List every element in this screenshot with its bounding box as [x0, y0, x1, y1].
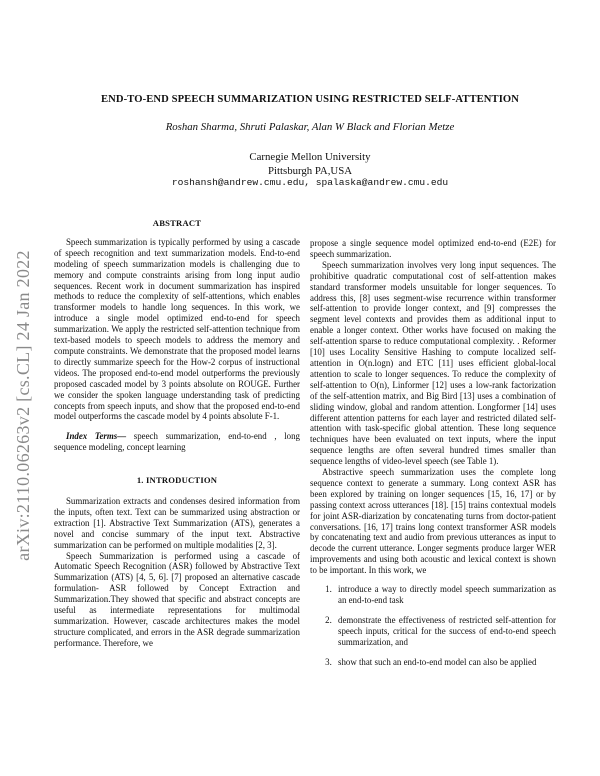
- intro-paragraph-1: Summarization extracts and condenses desired information from the inputs, often text. Text can be summarized using abstraction or extraction [1]. Abstractive Text Summarization (ATS), generates a novel and concise summary of the input text. Abstractive summarization can be performed on multiple modalities [2, 3].: [54, 496, 300, 550]
- arxiv-identifier-stamp: [10, 170, 36, 640]
- left-column: [54, 218, 300, 649]
- introduction-heading: 1. INTRODUCTION: [136, 475, 218, 486]
- author-emails: roshansh@andrew.cmu.edu, spalaska@andrew.cmu.edu: [171, 177, 449, 188]
- abstract-heading: ABSTRACT: [152, 218, 202, 228]
- index-terms: [54, 431, 300, 453]
- location: Pittsburgh PA,USA: [267, 165, 352, 177]
- affiliation-block: [60, 150, 560, 178]
- list-item: 2. demonstrate the effectiveness of restricted self-attention for speech inputs, critical for the success of end-to-end speech summarization, and: [334, 615, 556, 648]
- list-item: 3. show that such an end-to-end model can also be applied: [334, 657, 556, 668]
- abstract-text: Speech summarization is typically performed by using a cascade of speech recognition and text summarization models. End-to-end modeling of speech summarization models is challenging due to memory and compute constraints arising from long input audio sequences. Recent work in document summarization has inspired methods to reduce the complexity of self-attentions, which enables transformer models to handle long sequences. In this work, we introduce a single model optimized end-to-end for speech summarization. We apply the restricted self-attention technique from text-based models to speech models to address the memory and compute constraints. We demonstrate that the proposed model learns to directly summarize speech for the How-2 corpus of instructional videos. The proposed end-to-end model outperforms the previously proposed cascaded model by 3 points absolute on ROUGE. Further we consider the spoken language understanding task of predicting concepts from speech inputs, and show that the proposed end-to-end model outperforms the cascade model by 4 points absolute F-1.: [54, 236, 300, 422]
- index-terms-text: speech summarization, end-to-end , long sequence modeling, concept learning: [54, 431, 300, 453]
- paper-title: END-TO-END SPEECH SUMMARIZATION USING RESTRICTED SELF-ATTENTION: [100, 94, 520, 105]
- arxiv-identifier-text: arXiv:2110.06263v2 [cs.CL] 24 Jan 2022: [12, 249, 33, 561]
- right-column: [310, 238, 556, 677]
- intro-paragraph-3: Speech summarization involves very long input sequences. The prohibitive quadratic computational cost of self-attention makes standard transformer models unsuitable for longer sequences. To address this, [8] uses segment-wise recurrence within transformer self-attention to provide longer context, and [9] compresses the segment level contexts and provides them as additional input to enable a longer context. Other works have focused on making the self-attention sparse to reduce computational complexity. . Reformer [10] uses Locality Sensitive Hashing to compute localized self-attention in O(n.logn) and ETC [11] uses efficient global-local attention to scale to longer sequences. To reduce the complexity of self-attention to O(n), Linformer [12] uses a low-rank factorization of the self-attention matrix, and Big Bird [13] uses a combination of sliding window, global and random attention. Longformer [14] uses different attention patterns for each layer and restricted dilated self-attention with task-specific global attention. These long sequence techniques have been evaluated on text inputs, where the input sequence lengths are often several hundred times smaller than sequence lengths of video-level speech (see Table 1).: [310, 259, 556, 467]
- institution: Carnegie Mellon University: [249, 151, 371, 163]
- intro-paragraph-4: Abstractive speech summarization uses the complete long sequence context to generate a summary. Long context ASR has been explored by training on longer sequences [15, 16, 17] or by passing context across utterances [18]. [15] trains contextual models for joint ASR-diarization by concatenating turns from doctor-patient conversations. [16, 17] trains long context transformer ASR models by concatenating text and audio from previous utterances as input to decode the current utterance. Longer segments produce larger WER improvements and using both acoustic and lexical context is shown to be important. In this work, we: [310, 467, 556, 576]
- intro-paragraph-2: Speech Summarization is performed using a cascade of Automatic Speech Recognition (ASR) followed by Abstractive Text Summarization (ATS) [4, 5, 6]. [7] proposed an alternative cascade formulation- ASR followed by Concept Extraction and Summarization.They showed that specific and abstract concepts are useful as intermediate representations for multimodal summarization. However, cascade architectures makes the model structure complicated, and errors in the ASR degrade summarization performance. Therefore, we: [54, 550, 300, 648]
- contribution-list: [310, 584, 556, 667]
- author-list: Roshan Sharma, Shruti Palaskar, Alan W Black and Florian Metze: [165, 121, 455, 133]
- index-terms-label: Index Terms—: [66, 431, 127, 442]
- list-item: 1. introduce a way to directly model speech summarization as an end-to-end task: [334, 584, 556, 606]
- intro-paragraph-2-continued: propose a single sequence model optimized end-to-end (E2E) for speech summarization.: [310, 238, 556, 259]
